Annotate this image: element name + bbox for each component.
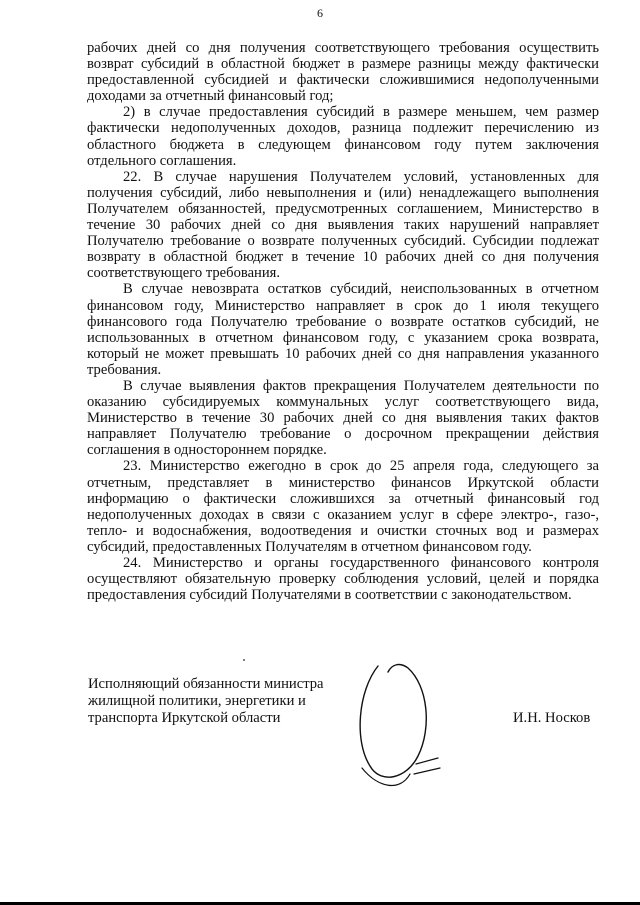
signatory-title — [88, 676, 328, 727]
paragraph-continuation: рабочих дней со дня получения соответствующего требования осуществить возврат субсидий в областной бюджет в размере разницы между фактически предоставленной субсидией и фактически сложившимися недополученными доходами за отчетный финансовый год; — [87, 40, 599, 105]
paragraph-clause-24: 24. Министерство и органы государственного финансового контроля осуществляют обязательную проверку соблюдения условий, целей и порядка предоставления субсидий Получателями в соответствии с законодательством. — [87, 555, 599, 604]
page-number: 6 — [317, 6, 323, 20]
paragraph-clause-23: 23. Министерство ежегодно в срок до 25 апреля года, следующего за отчетным, представляет в министерство финансов Иркутской области информацию о фактически сложившихся за отчетный финансовый год недополученных доходах в связи с оказанием услуг в сфере электро-, газо-, тепло- и водоснабжения, водоотведения и очистки сточных вод и размерах субсидий, предоставленных Получателям в отчетном финансовом году. — [87, 458, 599, 555]
paragraph-clause-22: 22. В случае нарушения Получателем условий, установленных для получения субсидий, либо невыполнения и (или) ненадлежащего выполнения Получателем обязанностей, предусмотренных соглашением, Министерство в течение 30 рабочих дней со дня выявления таких нарушений направляет Получателю требование о возврате полученных субсидий. Субсидии подлежат возврату в областной бюджет в течение 10 рабочих дней со дня получения соответствующего требования. — [87, 168, 599, 282]
paragraph-unused-remainders: В случае невозврата остатков субсидий, неиспользованных в отчетном финансовом году, Министерство направляет в срок до 1 июля текущего финансового года Получателю требование о возврате остатков субсидий, не использованных в отчетном финансовом году, с указанием срока возврата, который не может превышать 10 рабочих дней со дня направления указанного требования. — [87, 281, 599, 378]
paragraph-item-2: 2) в случае предоставления субсидий в размере меньшем, чем размер фактически недополученных доходов, разница подлежит перечислению из областного бюджета в следующем финансовом году путем заключения отдельного соглашения. — [87, 104, 599, 169]
signatory-title-line: транспорта Иркутской области — [88, 710, 281, 726]
handwritten-signature — [348, 656, 448, 794]
signatory-name: И.Н. Носков — [513, 710, 591, 726]
document-body — [87, 40, 599, 603]
stray-mark — [243, 659, 245, 661]
signatory-title-line: жилищной политики, энергетики и — [88, 693, 306, 709]
signatory-title-line: Исполняющий обязанности министра — [88, 676, 324, 692]
paragraph-termination: В случае выявления фактов прекращения Получателем деятельности по оказанию субсидируемых коммунальных услуг соответствующего вида, Министерство в течение 30 рабочих дней со дня выявления таких фактов направляет Получателю требование о досрочном прекращении действия соглашения в одностороннем порядке. — [87, 377, 599, 459]
